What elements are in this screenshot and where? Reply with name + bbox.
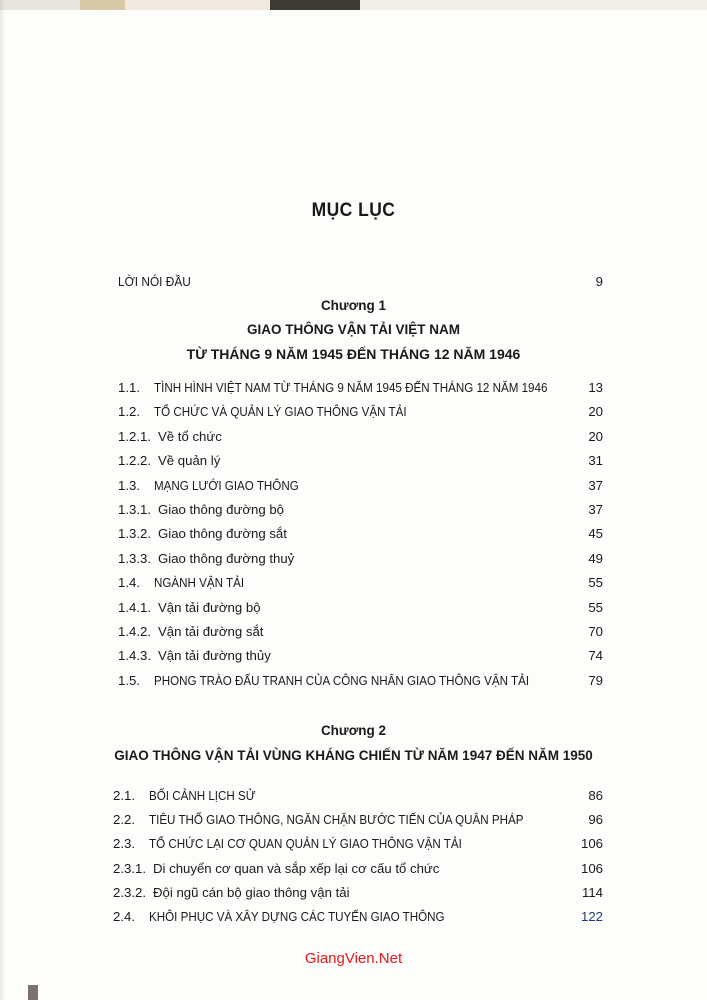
entry-page-number: 74 (588, 648, 603, 664)
entry-page-number: 31 (588, 453, 603, 469)
top-edge-strip (0, 0, 707, 10)
entry-page-number: 55 (588, 599, 603, 615)
entry-page-number: 20 (588, 428, 603, 444)
entry-number: 1.3.2. (118, 526, 151, 542)
page-shadow (0, 0, 6, 1000)
entry-title: Di chuyển cơ quan và sắp xếp lại cơ cấu tổ chức (153, 860, 440, 876)
entry-number: 2.1. (113, 788, 135, 803)
entry-title: Vận tải đường sắt (158, 624, 264, 639)
entry-title: Giao thông đường bộ (158, 502, 284, 517)
entry-title: TỔ CHỨC VÀ QUẢN LÝ GIAO THÔNG VẬN TẢI (154, 404, 407, 420)
entry-page-number: 114 (581, 884, 603, 900)
entry-title: TIÊU THỔ GIAO THÔNG, NGĂN CHẶN BƯỚC TIẾN CỦA QUÂN PHÁP (149, 812, 524, 828)
entry-number: 1.4.3. (118, 648, 151, 664)
entry-title: BỐI CẢNH LỊCH SỬ (149, 788, 256, 803)
preface-label: LỜI NÓI ĐẦU (118, 274, 191, 289)
entry-number: 1.4.1. (118, 599, 151, 615)
entry-title: MẠNG LƯỚI GIAO THÔNG (154, 477, 299, 493)
preface-page: 9 (595, 274, 603, 289)
entry-number: 2.3. (113, 836, 135, 852)
entry-page-number: 37 (588, 477, 603, 493)
entry-number: 1.2. (118, 404, 140, 420)
entry-page-number: 55 (588, 575, 603, 591)
entry-number: 1.3.1. (118, 502, 151, 517)
entry-number: 1.2.1. (118, 428, 151, 444)
entry-number: 1.2.2. (118, 453, 151, 469)
entry-title: NGÀNH VẬN TẢI (154, 575, 245, 591)
entry-page-number: 20 (588, 404, 603, 420)
chapter1-title-line1: GIAO THÔNG VẬN TẢI VIỆT NAM (246, 322, 460, 337)
entry-number: 2.4. (113, 909, 135, 924)
entry-number: 1.3. (118, 477, 140, 493)
entry-page-number: 70 (588, 624, 603, 639)
entry-title: TỔ CHỨC LẠI CƠ QUAN QUẢN LÝ GIAO THÔNG VẬN TẢI (149, 836, 462, 852)
entry-number: 2.3.1. (113, 860, 146, 876)
entry-number: 1.5. (118, 672, 140, 688)
entry-page-number: 79 (588, 672, 603, 688)
entry-title: TÌNH HÌNH VIỆT NAM TỪ THÁNG 9 NĂM 1945 ĐẾN THÁNG 12 NĂM 1946 (154, 380, 548, 395)
entry-page-number: 37 (588, 502, 603, 517)
entry-title: Về tổ chức (158, 428, 222, 444)
entry-title: Giao thông đường sắt (158, 526, 287, 542)
watermark: GiangVien.Net (304, 950, 403, 967)
entry-number: 1.4. (118, 575, 140, 591)
page-title: MỤC LỤC (311, 200, 396, 221)
entry-number: 1.4.2. (118, 624, 151, 639)
chapter1-heading: Chương 1 (320, 298, 387, 313)
entry-title: Vận tải đường thủy (158, 648, 271, 664)
edge-mark (28, 985, 38, 1000)
entry-page-number: 96 (588, 812, 603, 828)
entry-number: 1.3.3. (118, 550, 151, 566)
entry-title: Vận tải đường bộ (158, 599, 261, 615)
chapter1-title-line2: TỪ THÁNG 9 NĂM 1945 ĐẾN THÁNG 12 NĂM 1946 (186, 346, 521, 362)
entry-page-number: 122 (580, 909, 603, 924)
entry-page-number: 106 (580, 836, 603, 852)
entry-number: 1.1. (118, 380, 140, 395)
entry-page-number: 49 (588, 550, 603, 566)
entry-title: PHONG TRÀO ĐẤU TRANH CỦA CÔNG NHÂN GIAO THÔNG VẬN TẢI (154, 672, 530, 688)
entry-page-number: 45 (588, 526, 603, 542)
entry-title: Giao thông đường thuỷ (158, 550, 295, 566)
chapter2-title-line1: GIAO THÔNG VẬN TẢI VÙNG KHÁNG CHIẾN TỪ NĂM 1947 ĐẾN NĂM 1950 (114, 748, 593, 763)
entry-number: 2.2. (113, 812, 135, 828)
entry-title: Đội ngũ cán bộ giao thông vận tải (153, 884, 350, 900)
entry-page-number: 13 (588, 380, 603, 395)
entry-number: 2.3.2. (113, 884, 146, 900)
chapter2-heading: Chương 2 (320, 723, 387, 738)
entry-title: Về quản lý (158, 453, 221, 469)
entry-page-number: 106 (580, 860, 603, 876)
entry-title: KHÔI PHỤC VÀ XÂY DỰNG CÁC TUYẾN GIAO THÔNG (149, 909, 445, 924)
entry-page-number: 86 (588, 788, 603, 803)
